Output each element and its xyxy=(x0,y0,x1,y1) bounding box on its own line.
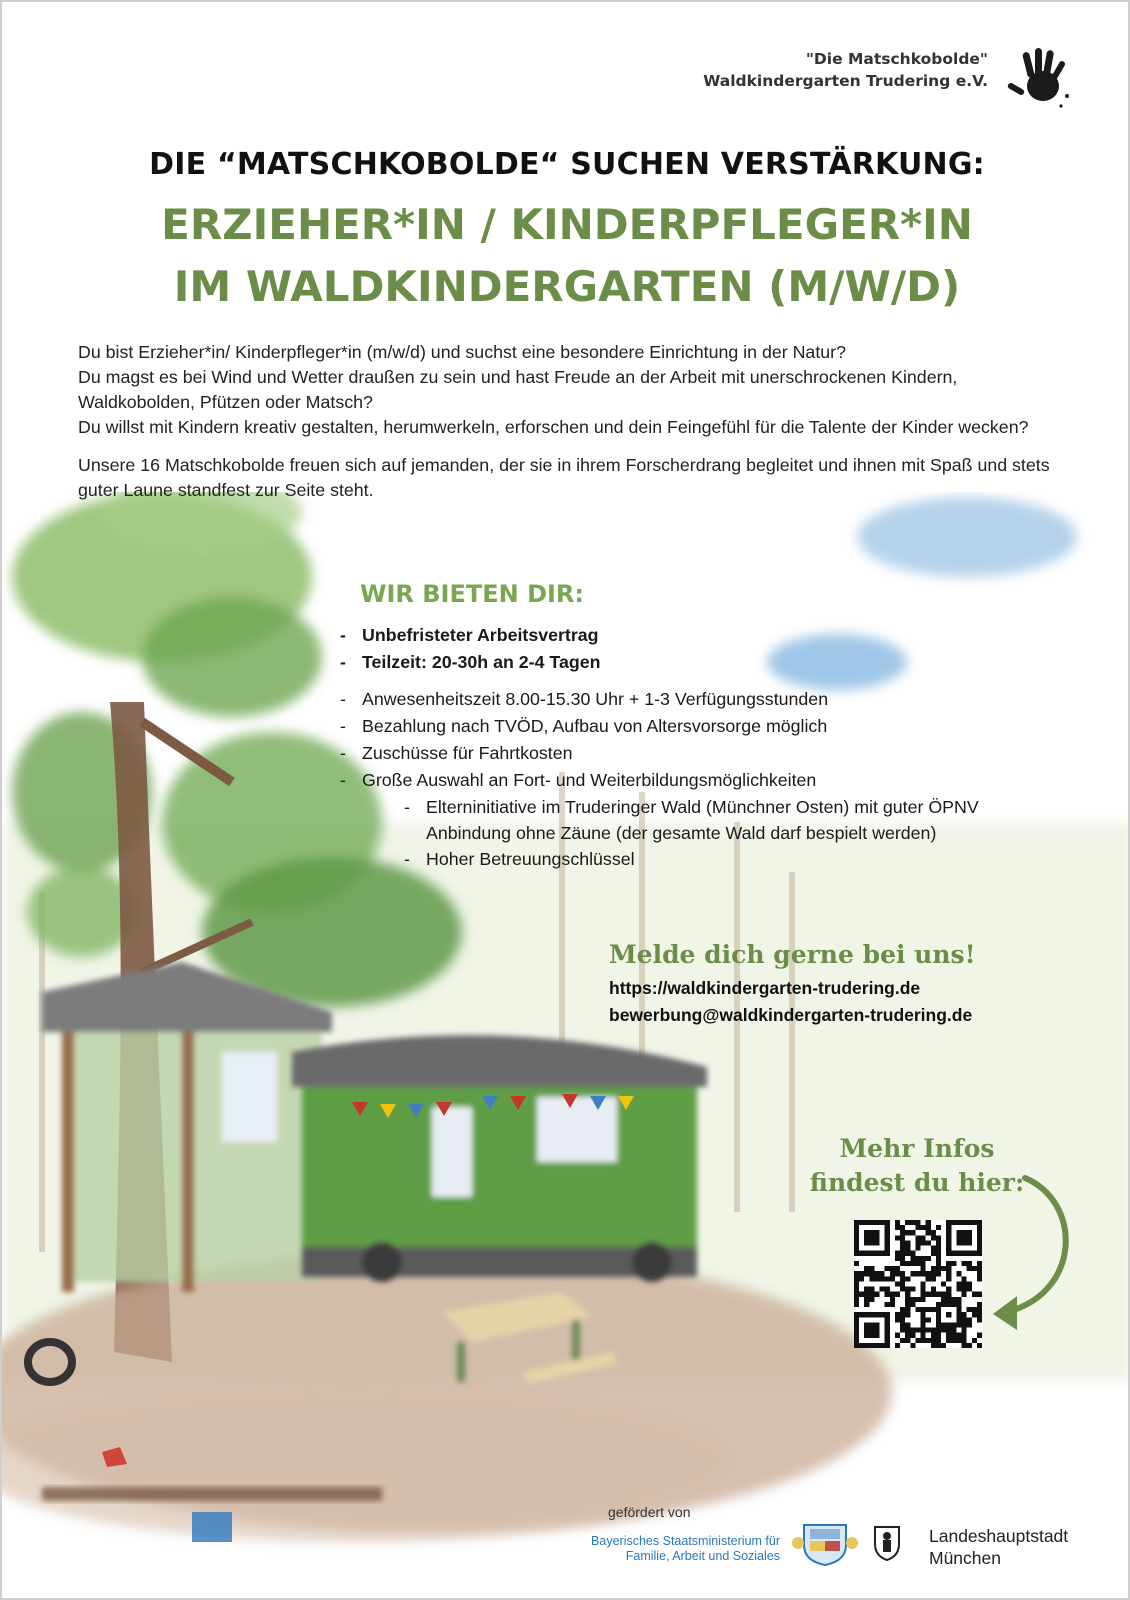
org-block xyxy=(703,48,988,92)
curved-arrow-icon xyxy=(987,1172,1077,1332)
list-item: - Anwesenheitszeit 8.00-15.30 Uhr + 1-3 Verfügungsstunden xyxy=(340,686,828,713)
more-info-line: findest du hier: xyxy=(809,1168,1025,1197)
intro-paragraph: Unsere 16 Matschkobolde freuen sich auf jemanden, der sie in ihrem Forscherdrang begleitet und ihnen mit Spaß und stets guter Laune standfest zur Seite steht. xyxy=(78,455,1050,500)
intro-paragraph: Du willst mit Kindern kreativ gestalten, herumwerkeln, erforschen und dein Feingefühl für die Talente der Kinder wecken? xyxy=(78,417,1029,437)
website-link[interactable]: https://waldkindergarten-trudering.de xyxy=(609,978,921,998)
intro-text xyxy=(78,340,1060,503)
list-item: - Teilzeit: 20-30h an 2-4 Tagen xyxy=(340,649,828,676)
email-link[interactable]: bewerbung@waldkindergarten-trudering.de xyxy=(609,1005,973,1025)
ministry-name xyxy=(580,1534,780,1564)
list-item: - Zuschüsse für Fahrtkosten xyxy=(340,740,828,767)
funded-by-label: gefördert von xyxy=(608,1504,691,1520)
headline-green-line2: IM WALDKINDERGARTEN (M/W/D) xyxy=(173,262,961,311)
list-item: - Unbefristeter Arbeitsvertrag xyxy=(340,622,828,649)
city-line: Landeshauptstadt xyxy=(929,1526,1069,1546)
org-name: "Die Matschkobolde" xyxy=(805,50,988,68)
ministry-line: Familie, Arbeit und Soziales xyxy=(625,1549,780,1563)
list-item: - Hoher Betreuungschlüssel xyxy=(404,846,994,872)
org-subtitle: Waldkindergarten Trudering e.V. xyxy=(703,72,988,90)
ministry-line: Bayerisches Staatsministerium für xyxy=(591,1534,780,1548)
contact-title: Melde dich gerne bei uns! xyxy=(609,940,976,969)
list-item: - Elterninitiative im Truderinger Wald (Münchner Osten) mit guter ÖPNV Anbindung ohne Zäune (der gesamte Wald darf bespielt werden) xyxy=(404,794,994,846)
bavarian-crest-icon xyxy=(790,1519,860,1567)
list-item: - Große Auswahl an Fort- und Weiterbildungsmöglichkeiten xyxy=(340,767,828,794)
handprint-icon xyxy=(1007,42,1079,114)
headline-green-line1: ERZIEHER*IN / KINDERPFLEGER*IN xyxy=(161,200,973,249)
qr-code[interactable] xyxy=(854,1220,982,1348)
offer-sublist xyxy=(404,794,994,872)
offer-title: WIR BIETEN DIR: xyxy=(360,580,584,608)
city-line: München xyxy=(929,1548,1001,1568)
munich-crest-icon xyxy=(872,1524,902,1562)
intro-paragraph: Du magst es bei Wind und Wetter draußen zu sein und hast Freude an der Arbeit mit unerschrockenen Kindern, Waldkobolden, Pfützen oder Matsch? xyxy=(78,367,958,412)
intro-paragraph: Du bist Erzieher*in/ Kinderpfleger*in (m/w/d) und suchst eine besondere Einrichtung in der Natur? xyxy=(78,342,846,362)
headline-black: DIE “MATSCHKOBOLDE“ SUCHEN VERSTÄRKUNG: xyxy=(149,147,985,182)
city-name xyxy=(929,1525,1068,1569)
list-item: - Bezahlung nach TVÖD, Aufbau von Altersvorsorge möglich xyxy=(340,713,828,740)
more-info-line: Mehr Infos xyxy=(839,1134,995,1163)
offer-list xyxy=(340,622,828,794)
